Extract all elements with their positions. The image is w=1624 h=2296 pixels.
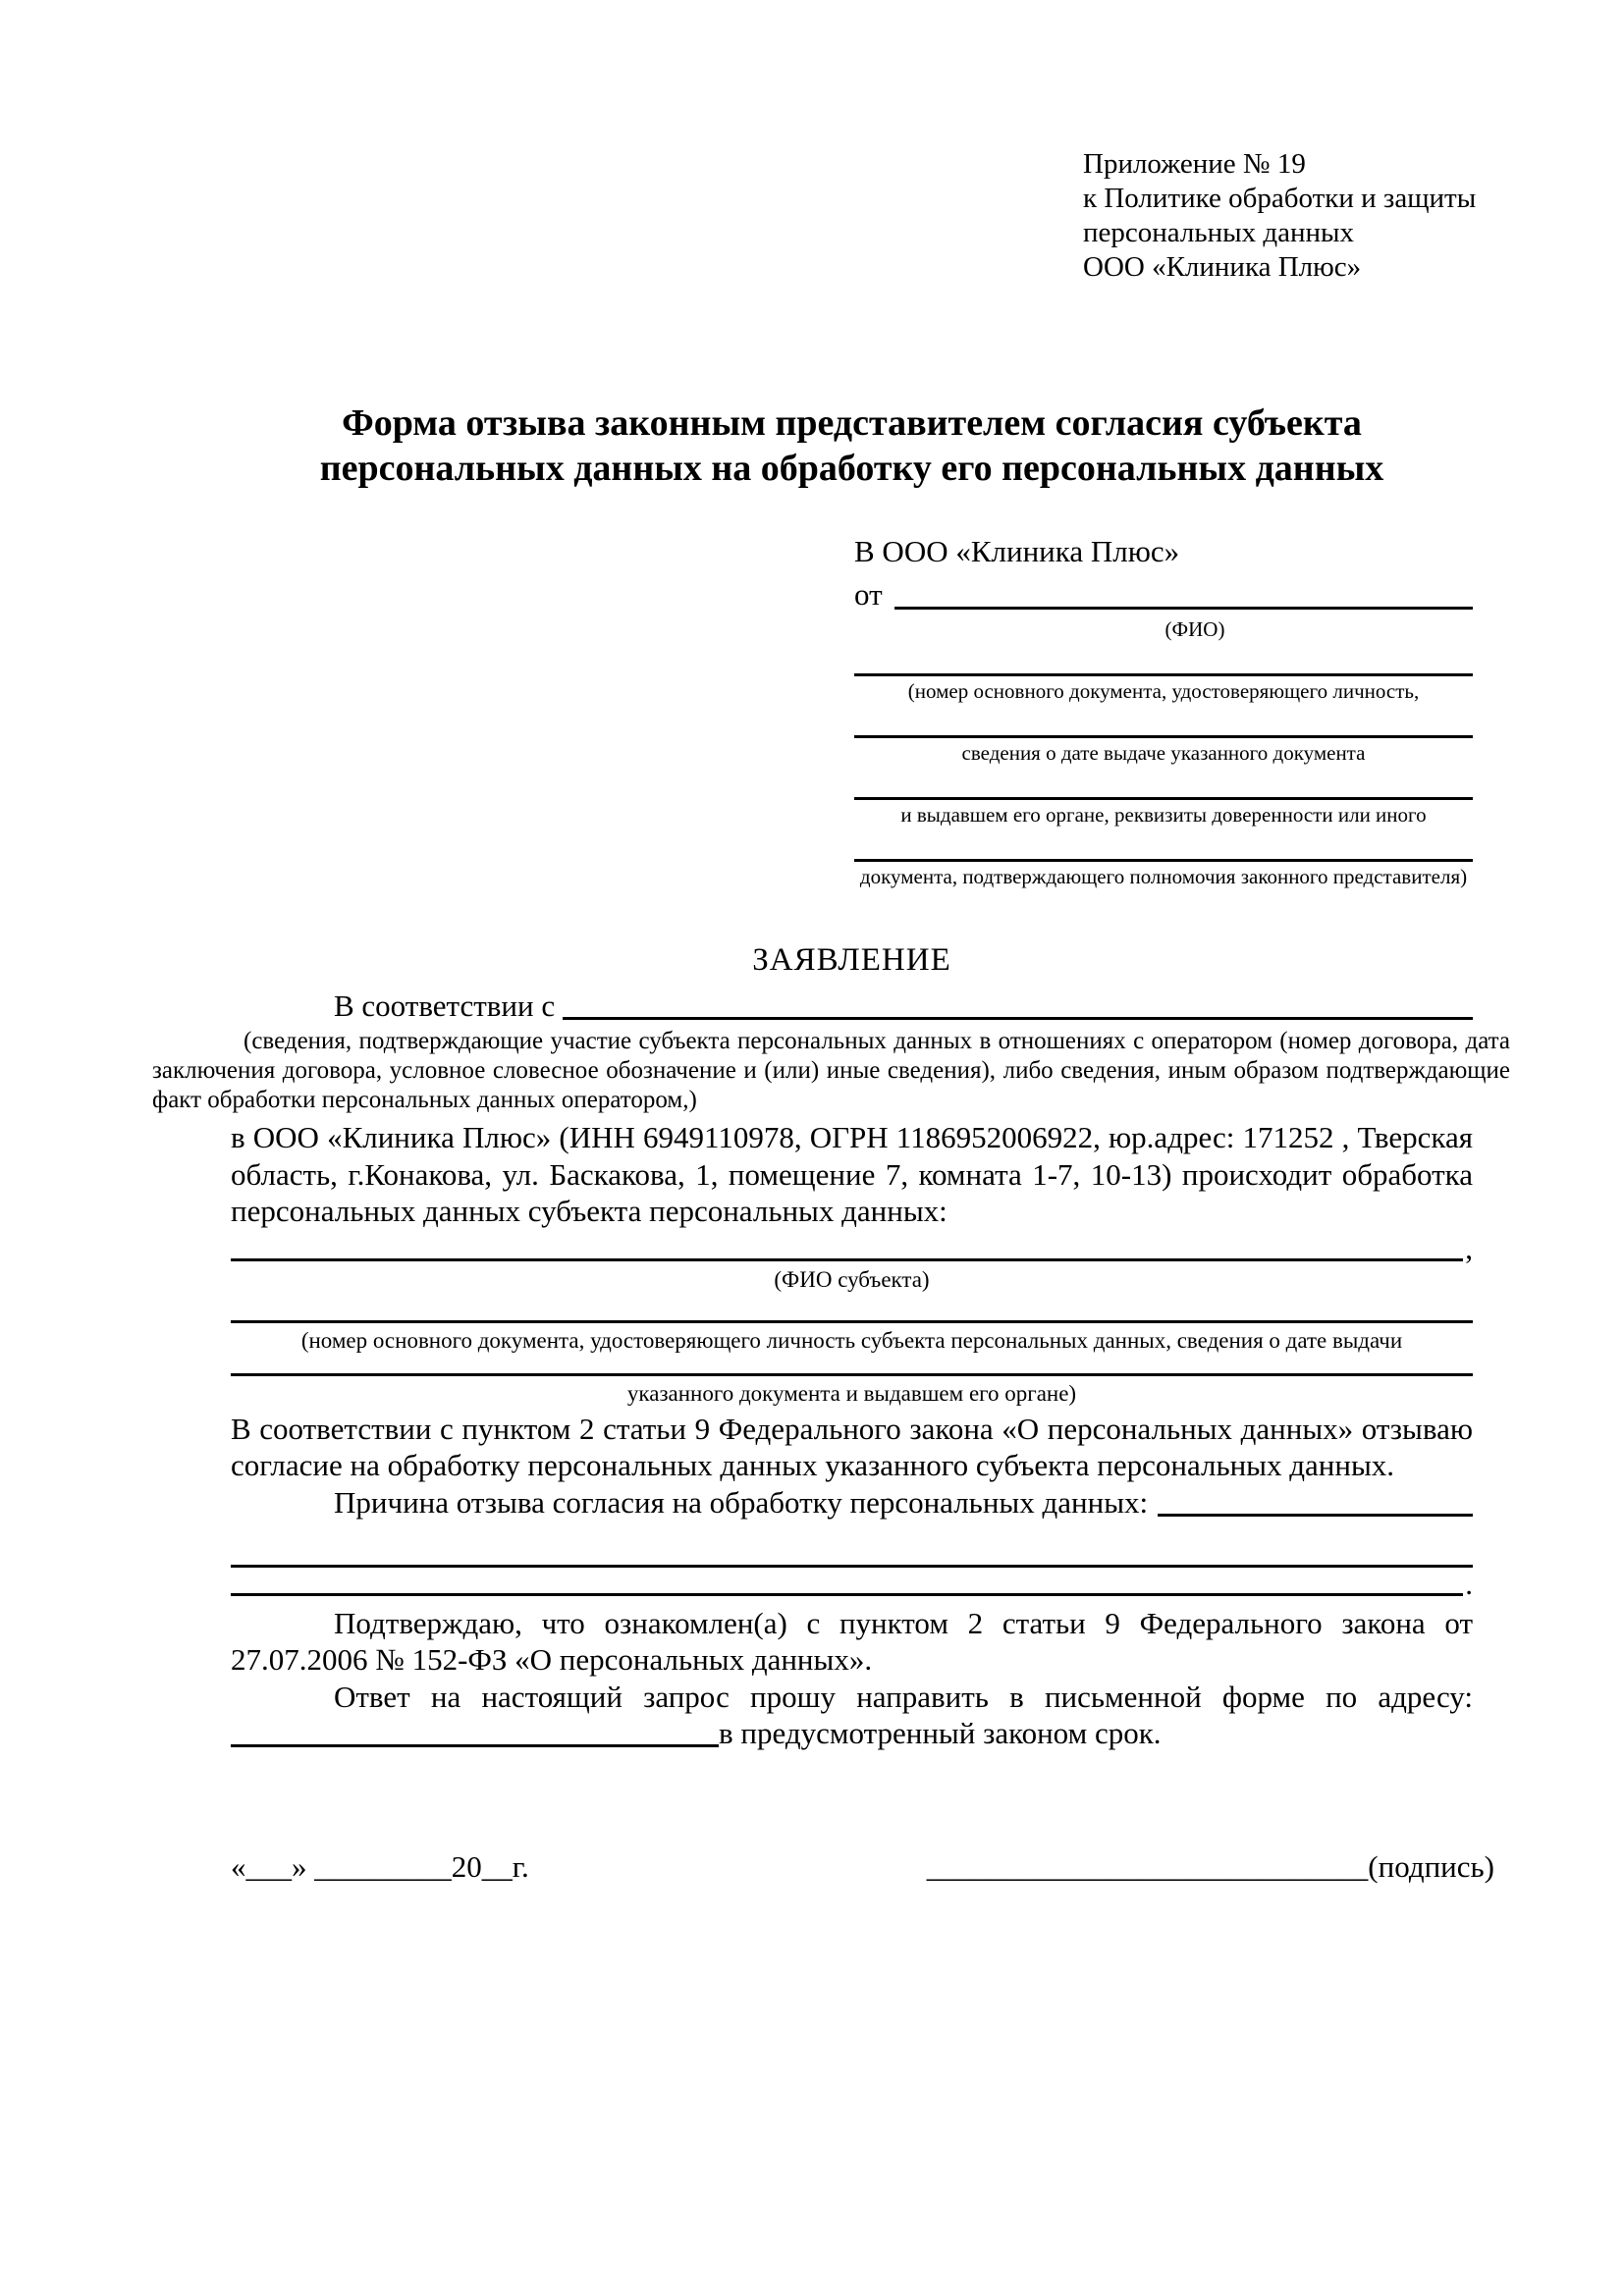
- reply-tail: в предусмотренный законом срок.: [719, 1716, 1162, 1750]
- appendix-header-line: персональных данных: [1083, 217, 1355, 248]
- subject-fio-caption: (ФИО субъекта): [774, 1266, 930, 1292]
- intro-prefix: В соответствии с: [334, 988, 556, 1023]
- from-blank-line: [894, 607, 1473, 610]
- blank-line: [854, 797, 1473, 800]
- date-line: «___» _________20__г.: [231, 1848, 529, 1884]
- reason-row: [231, 1484, 1473, 1522]
- appendix-header-line: ООО «Клиника Плюс»: [1083, 251, 1362, 283]
- comma: ,: [1465, 1230, 1473, 1265]
- intro-row: [231, 988, 1473, 1025]
- small-note: (сведения, подтверждающие участие субъекта персональных данных в отношениях с оператором (номер договора, дата заключения договора, условное словесное обозначение и (или) иные сведения), либо сведения, иным образом подтверждающие факт обработки персональных данных оператором,): [152, 1028, 1510, 1113]
- blank-line: [854, 859, 1473, 862]
- statement-heading: ЗАЯВЛЕНИЕ: [752, 942, 951, 978]
- subject-fio-row: [231, 1230, 1473, 1266]
- blank-line: [854, 673, 1473, 676]
- appendix-header-line: к Политике обработки и защиты: [1083, 183, 1477, 214]
- confirm-paragraph: Подтверждаю, что ознакомлен(а) с пунктом 2 статьи 9 Федерального закона от 27.07.2006 № 152-ФЗ «О персональных данных».: [231, 1605, 1473, 1677]
- appendix-header: [1083, 147, 1477, 285]
- blank-line: [854, 735, 1473, 738]
- operator-paragraph: в ООО «Клиника Плюс» (ИНН 6949110978, ОГРН 1186952006922, юр.адрес: 171252 , Тверская область, г.Конакова, ул. Баскакова, 1, помещение 7, комната 1-7, 10-13) происходит обработка персональных данных субъекта персональных данных:: [231, 1120, 1473, 1228]
- signature-blank-line: _____________________________: [926, 1848, 1369, 1884]
- withdraw-paragraph: В соответствии с пунктом 2 статьи 9 Федерального закона «О персональных данных» отзываю согласие на обработку персональных данных указанного субъекта персональных данных.: [231, 1411, 1473, 1482]
- blank-line: [231, 1320, 1473, 1323]
- document-title: Форма отзыва законным представителем согласия субъекта персональных данных на обработку его персональных данных: [319, 402, 1384, 489]
- doc-caption: (номер основного документа, удостоверяющего личность,: [907, 679, 1420, 703]
- doc-caption: и выдавшем его органе, реквизиты доверенности или иного: [900, 803, 1427, 827]
- reason-blank-row-2: [231, 1568, 1473, 1601]
- subject-fio-blank-line: [231, 1258, 1463, 1261]
- reason-blank-line: [1158, 1514, 1473, 1517]
- subject-doc-caption-1: (номер основного документа, удостоверяющего личность субъекта персональных данных, сведения о дате выдачи: [300, 1327, 1403, 1353]
- addressee-from-row: [854, 575, 1473, 614]
- reply-request-line: Ответ на настоящий запрос прошу направить в письменной форме по адресу:: [334, 1679, 1473, 1714]
- addressee-block: [854, 532, 1473, 889]
- signature-caption: (подпись): [1368, 1848, 1494, 1884]
- doc-caption: сведения о дате выдаче указанного документа: [961, 741, 1366, 765]
- signature-area: [927, 1848, 1494, 1886]
- address-blank-line: [231, 1744, 719, 1747]
- subject-doc-caption-2: указанного документа и выдавшем его органе): [626, 1380, 1077, 1406]
- intro-blank-line: [563, 1017, 1473, 1020]
- addressee-to: В ООО «Клиника Плюс»: [854, 534, 1180, 568]
- doc-caption: документа, подтверждающего полномочия законного представителя): [859, 865, 1468, 888]
- appendix-header-line: Приложение № 19: [1083, 148, 1306, 180]
- fio-caption: (ФИО): [1164, 617, 1225, 641]
- reply-address-row: [231, 1715, 1473, 1752]
- reason-prefix: Причина отзыва согласия на обработку персональных данных:: [334, 1484, 1149, 1520]
- period: .: [1465, 1566, 1473, 1601]
- from-label: от: [854, 577, 883, 612]
- blank-line: [231, 1373, 1473, 1376]
- blank-line: [231, 1593, 1463, 1596]
- signature-footer: [231, 1848, 1494, 1886]
